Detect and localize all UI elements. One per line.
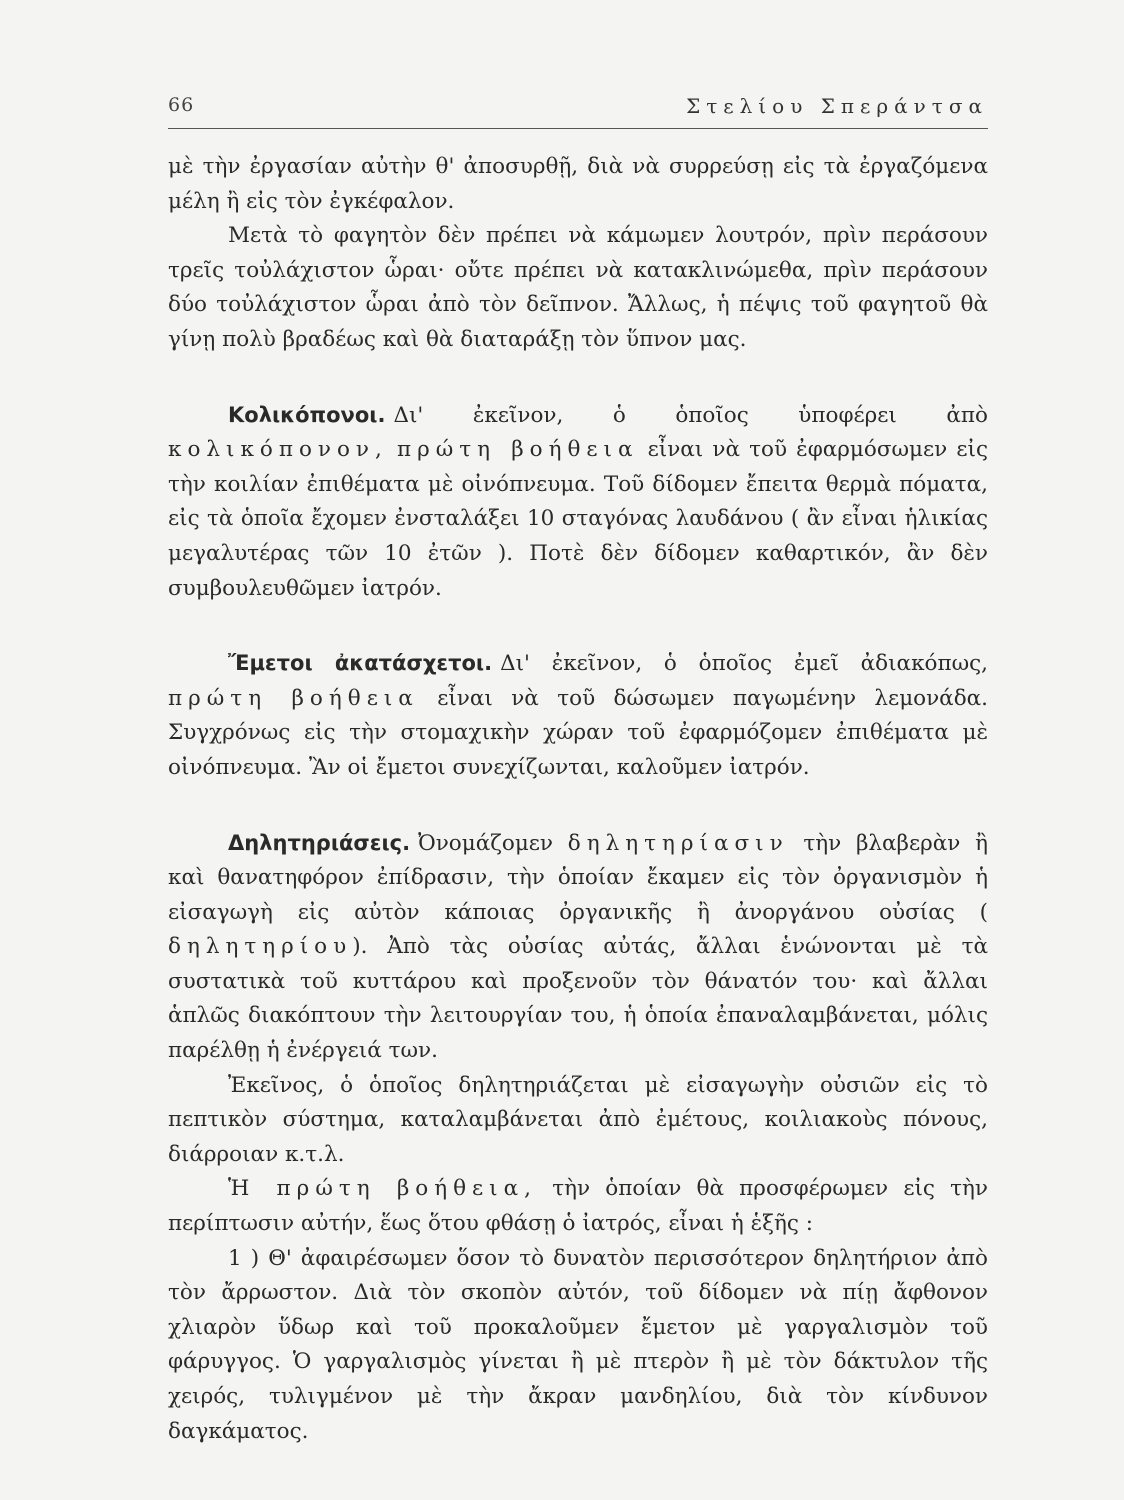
- header-rule: [168, 128, 988, 129]
- poison-spaced-term-2: δηλητηρίου: [168, 934, 353, 960]
- first-aid-spaced-term: Ἡ πρώτη βοήθεια,: [228, 1176, 537, 1202]
- running-title: Στελίου Σπεράντσα: [686, 94, 988, 118]
- section-heading-colic: Κολικόπονοι.: [228, 402, 386, 427]
- vomit-first-aid-term: πρώτη βοήθεια: [168, 685, 419, 711]
- section-heading-poisoning: Δηλητηριάσεις.: [228, 830, 411, 855]
- page-number: 66: [168, 94, 195, 116]
- colic-text-1: Δι' ἐκεῖνον, ὁ ὁποῖος ὑποφέρει ἀπὸ: [393, 402, 988, 428]
- section-colic: [168, 398, 988, 607]
- paragraph-item-1: 1 ) Θ' ἀφαιρέσωμεν ὅσον τὸ δυνατὸν περισσότερον δηλητήριον ἀπὸ τὸν ἄρρωστον. Διὰ τὸν σκοπὸν αὐτόν, τοῦ δίδομεν νὰ πίῃ ἄφθονον χλιαρὸν ὕδωρ καὶ τοῦ προκαλοῦμεν ἔμετον μὲ γαργαλισμὸν τοῦ φάρυγγος. Ὁ γαργαλισμὸς γίνεται ἢ μὲ πτερὸν ἢ μὲ τὸν δάκτυλον τῆς χειρός, τυλιγμένον μὲ τὴν ἄκραν μανδηλίου, διὰ τὸν κίνδυνον δαγκάματος.: [168, 1245, 988, 1444]
- vomit-text-1: Δι' ἐκεῖνον, ὁ ὁποῖος ἐμεῖ ἀδιακόπως,: [500, 651, 988, 677]
- colic-first-aid-term: πρώτη βοήθεια: [396, 437, 639, 463]
- colic-text-2: εἶναι νὰ τοῦ ἐφαρμόσωμεν εἰς τὴν κοιλίαν ἐπιθέματα μὲ οἰνόπνευμα. Τοῦ δίδομεν ἔπειτα θερμὰ πόματα, εἰς τὰ ὁποῖα ἔχομεν ἐνσταλάξει 10 σταγόνας λαυδάνου ( ἂν εἶναι ἡλικίας μεγαλυτέρας τῶν 10 ἐτῶν ). Ποτὲ δὲν δίδομεν καθαρτικόν, ἂν δὲν συμβουλευθῶμεν ἰατρόν.: [168, 437, 988, 601]
- body-text: [168, 150, 988, 1449]
- paragraph-first-aid: [168, 1172, 988, 1241]
- first-aid-text: τὴν ὁποίαν θὰ προσφέρωμεν εἰς τὴν περίπτωσιν αὐτήν, ἕως ὅτου φθάσῃ ὁ ἰατρός, εἶναι ἡ ἑξῆς :: [168, 1176, 988, 1237]
- section-heading-vomiting: Ἔμετοι ἀκατάσχετοι.: [228, 651, 493, 676]
- poison-spaced-term: δηλητηρίασιν: [567, 830, 789, 856]
- section-poisoning: [168, 826, 988, 1069]
- poison-text-3: ). Ἀπὸ τὰς οὐσίας αὐτάς, ἄλλαι ἑνώνονται μὲ τὰ συστατικὰ τοῦ κυττάρου καὶ προξενοῦν τὸν θάνατόν του· καὶ ἄλλαι ἁπλῶς διακόπτουν τὴν λειτουργίαν του, ἡ ὁποία ἐπαναλαμβάνεται, μόλις παρέλθῃ ἡ ἐνέργειά των.: [168, 934, 988, 1064]
- page-header: [168, 88, 988, 128]
- section-vomiting: [168, 646, 988, 785]
- poison-text-2: τὴν βλαβερὰν ἢ καὶ θανατηφόρον ἐπίδρασιν, τὴν ὁποίαν ἔκαμεν εἰς τὸν ὀργανισμὸν ἡ εἰσαγωγὴ εἰς αὐτὸν κάποιας ὀργανικῆς ἢ ἀνοργάνου οὐσίας (: [168, 830, 988, 925]
- paragraph-continuation: μὲ τὴν ἐργασίαν αὐτὴν θ' ἀποσυρθῇ, διὰ νὰ συρρεύσῃ εἰς τὰ ἐργαζόμενα μέλη ἢ εἰς τὸν ἐγκέφαλον.: [168, 154, 988, 214]
- colic-spaced-term: κολικόπονον,: [168, 437, 388, 463]
- paragraph-after-meal: Μετὰ τὸ φαγητὸν δὲν πρέπει νὰ κάμωμεν λουτρόν, πρὶν περάσουν τρεῖς τοὐλάχιστον ὧραι· οὔτε πρέπει νὰ κατακλινώμεθα, πρὶν περάσουν δύο τοὐλάχιστον ὧραι ἀπὸ τὸν δεῖπνον. Ἄλλως, ἡ πέψις τοῦ φαγητοῦ θὰ γίνῃ πολὺ βραδέως καὶ θὰ διαταράξῃ τὸν ὕπνον μας.: [168, 223, 988, 352]
- paragraph-ekeinos: Ἐκεῖνος, ὁ ὁποῖος δηλητηριάζεται μὲ εἰσαγωγὴν οὐσιῶν εἰς τὸ πεπτικὸν σύστημα, καταλαμβάνεται ἀπὸ ἐμέτους, κοιλιακοὺς πόνους, διάρροιαν κ.τ.λ.: [168, 1072, 988, 1167]
- poison-text-1: Ὀνομάζομεν: [418, 830, 554, 856]
- vomit-text-2: εἶναι νὰ τοῦ δώσωμεν παγωμένην λεμονάδα. Συγχρόνως εἰς τὴν στομαχικὴν χώραν τοῦ ἐφαρμόζομεν ἐπιθέματα μὲ οἰνόπνευμα. Ἂν οἱ ἔμετοι συνεχίζωνται, καλοῦμεν ἰατρόν.: [168, 685, 988, 780]
